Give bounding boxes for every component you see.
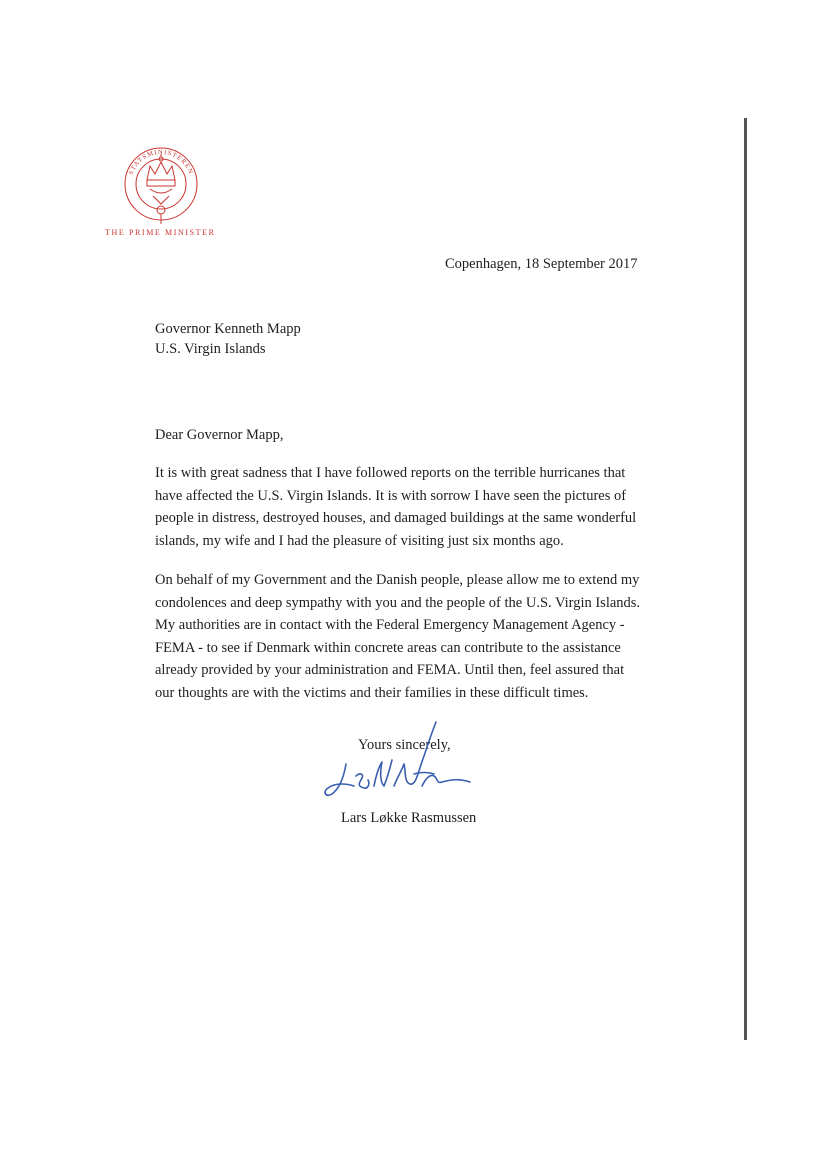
handwritten-signature: [318, 716, 486, 808]
paragraph-line: islands, my wife and I had the pleasure of visiting just six months ago.: [155, 532, 564, 549]
signatory-name: Lars Løkke Rasmussen: [341, 810, 477, 826]
paragraph-line: condolences and deep sympathy with you and the people of the U.S. Virgin Islands.: [155, 594, 641, 611]
salutation: Dear Governor Mapp,: [155, 427, 284, 443]
seal-lettering: STATSMINISTEREN: [127, 148, 195, 176]
recipient-address: [155, 319, 301, 359]
paragraph-line: our thoughts are with the victims and their families in these difficult times.: [155, 684, 589, 701]
paragraph-line: people in distress, destroyed houses, and damaged buildings at the same wonderful: [155, 510, 637, 526]
paragraph-line: FEMA - to see if Denmark within concrete areas can contribute to the assistance: [155, 639, 621, 656]
paragraph-line: have affected the U.S. Virgin Islands. It is with sorrow I have seen the pictures of: [155, 487, 627, 504]
date-line: Copenhagen, 18 September 2017: [445, 256, 638, 272]
royal-seal-icon: [122, 144, 200, 226]
closing-line: Yours sincerely,: [358, 737, 451, 753]
recipient-name: Governor Kenneth Mapp: [155, 321, 301, 337]
paragraph-line: It is with great sadness that I have followed reports on the terrible hurricanes that: [155, 465, 626, 481]
body-paragraph-1: [155, 462, 636, 552]
paragraph-line: already provided by your administration and FEMA. Until then, feel assured that: [155, 662, 625, 678]
paragraph-line: On behalf of my Government and the Danish people, please allow me to extend my: [155, 572, 640, 588]
body-paragraph-2: [155, 569, 640, 704]
right-edge-rule: [744, 118, 747, 1040]
office-title: THE PRIME MINISTER: [105, 228, 216, 237]
recipient-location: U.S. Virgin Islands: [155, 341, 266, 357]
paragraph-line: My authorities are in contact with the Federal Emergency Management Agency -: [155, 617, 625, 633]
